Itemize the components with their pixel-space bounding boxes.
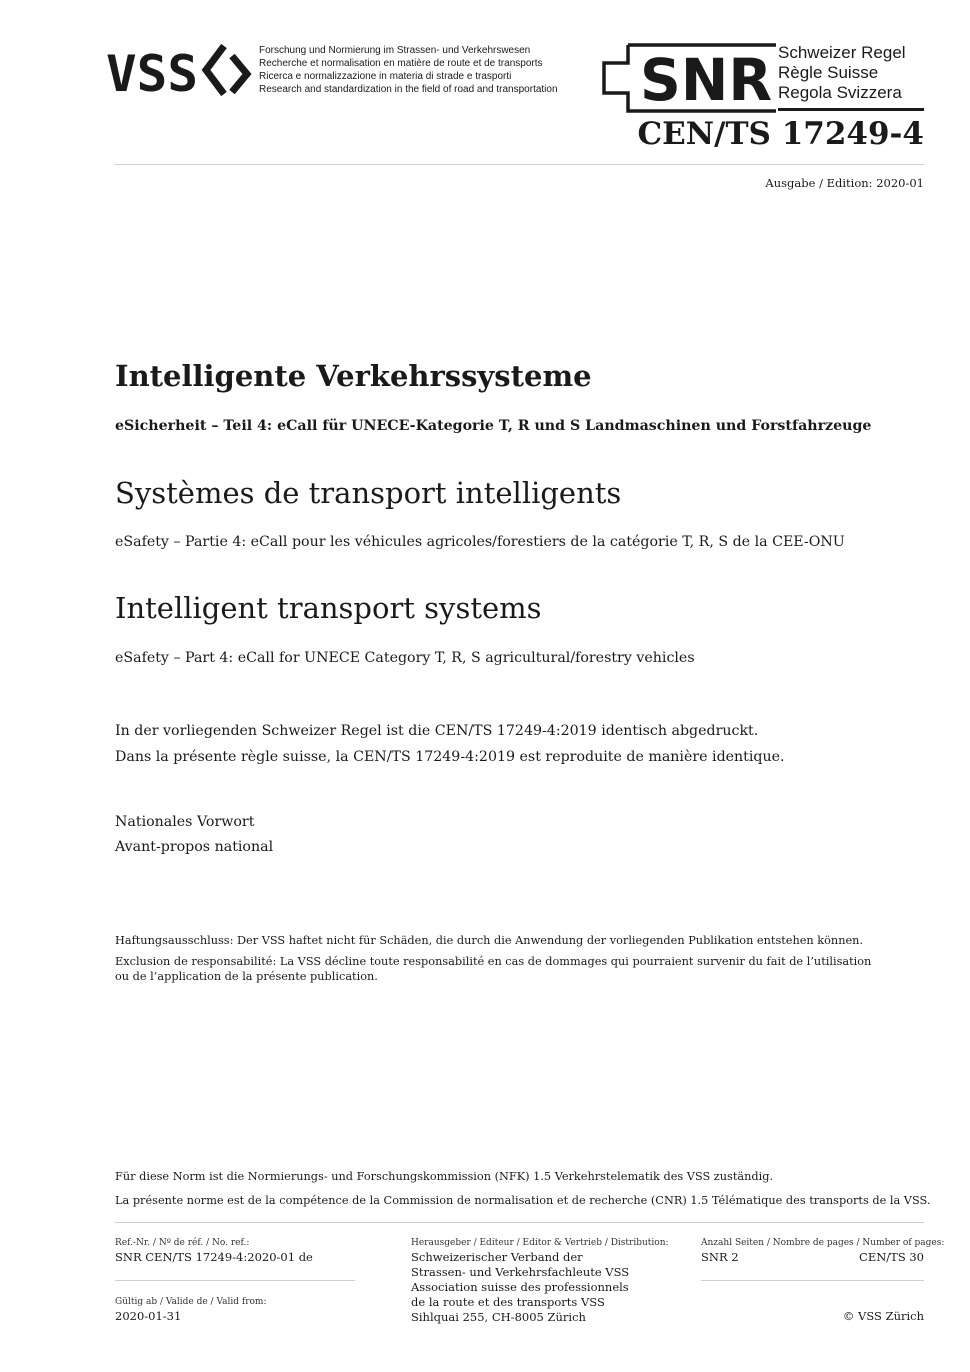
page-count-snr: SNR 2: [701, 1250, 739, 1264]
vss-line-de: Forschung und Normierung im Strassen- und Verkehrswesen: [259, 45, 531, 56]
copyright: © VSS Zürich: [842, 1309, 924, 1323]
svg-text:SNR: SNR: [640, 46, 772, 113]
footer-divider: [115, 1222, 924, 1223]
page-count-divider: [701, 1280, 924, 1281]
snr-logo: [602, 43, 776, 113]
page-count-label: Anzahl Seiten / Nombre de pages / Number of pages:: [701, 1238, 945, 1248]
title-german: Intelligente Verkehrssysteme: [115, 359, 592, 393]
publisher-line: Schweizerischer Verband der: [411, 1250, 583, 1264]
committee-french: La présente norme est de la compétence de la Commission de normalisation et de recherche (CNR) 1.5 Télématique des transports de la VSS.: [115, 1194, 931, 1207]
vss-line-fr: Recherche et normalisation en matière de route et de transports: [259, 58, 543, 69]
vss-logo: [106, 44, 254, 98]
valid-from-label: Gültig ab / Valide de / Valid from:: [115, 1297, 267, 1307]
reference-value: SNR CEN/TS 17249-4:2020-01 de: [115, 1250, 313, 1264]
publisher-line: de la route et des transports VSS: [411, 1295, 605, 1309]
document-number: CEN/TS 17249-4: [637, 116, 924, 152]
publisher-line: Association suisse des professionnels: [411, 1280, 629, 1294]
publisher-address: [411, 1250, 629, 1325]
vss-line-it: Ricerca e normalizzazione in materia di strade e trasporti: [259, 71, 512, 82]
valid-from-value: 2020-01-31: [115, 1309, 182, 1323]
foreword-german: Nationales Vorwort: [115, 814, 255, 830]
reprint-note-german: In der vorliegenden Schweizer Regel ist die CEN/TS 17249-4:2019 identisch abgedruckt.: [115, 723, 759, 739]
publisher-line: Sihlquai 255, CH-8005 Zürich: [411, 1310, 586, 1324]
title-english: Intelligent transport systems: [115, 591, 542, 625]
publisher-line: Strassen- und Verkehrsfachleute VSS: [411, 1265, 630, 1279]
snr-line-it: Regola Svizzera: [778, 83, 902, 102]
reprint-note-french: Dans la présente règle suisse, la CEN/TS 17249-4:2019 est reproduite de manière identique.: [115, 749, 785, 765]
reference-divider: [115, 1280, 355, 1281]
vss-description: [259, 44, 558, 96]
snr-description: [778, 43, 906, 103]
subtitle-english: eSafety – Part 4: eCall for UNECE Category T, R, S agricultural/forestry vehicles: [115, 650, 695, 666]
snr-line-de: Schweizer Regel: [778, 43, 906, 62]
disclaimer-french-line1: Exclusion de responsabilité: La VSS décline toute responsabilité en cas de dommages qui pourraient survenir du fait de l’utilisation: [115, 955, 872, 968]
snr-line-fr: Règle Suisse: [778, 63, 879, 82]
vss-line-en: Research and standardization in the field of road and transportation: [259, 84, 558, 95]
disclaimer-french-line2: ou de l’application de la présente publication.: [115, 970, 378, 983]
header-divider: [115, 164, 924, 165]
disclaimer-german: Haftungsausschluss: Der VSS haftet nicht für Schäden, die durch die Anwendung der vorliegenden Publikation entstehen können.: [115, 934, 864, 947]
subtitle-french: eSafety – Partie 4: eCall pour les véhicules agricoles/forestiers de la catégorie T, R, S de la CEE-ONU: [115, 534, 845, 550]
subtitle-german: eSicherheit – Teil 4: eCall für UNECE-Kategorie T, R und S Landmaschinen und Forstfahrzeuge: [115, 418, 872, 434]
page-count-cen: CEN/TS 30: [859, 1250, 924, 1264]
publisher-label: Herausgeber / Editeur / Editor & Vertrieb / Distribution:: [411, 1238, 669, 1248]
edition-date: Ausgabe / Edition: 2020-01: [765, 176, 924, 190]
reference-label: Ref.-Nr. / Nº de réf. / No. ref.:: [115, 1238, 250, 1248]
title-french: Systèmes de transport intelligents: [115, 476, 622, 510]
foreword-french: Avant-propos national: [115, 839, 274, 855]
snr-underline: [778, 108, 924, 111]
svg-text:VSS: VSS: [106, 45, 198, 98]
committee-german: Für diese Norm ist die Normierungs- und Forschungskommission (NFK) 1.5 Verkehrstelematik des VSS zuständig.: [115, 1170, 774, 1183]
